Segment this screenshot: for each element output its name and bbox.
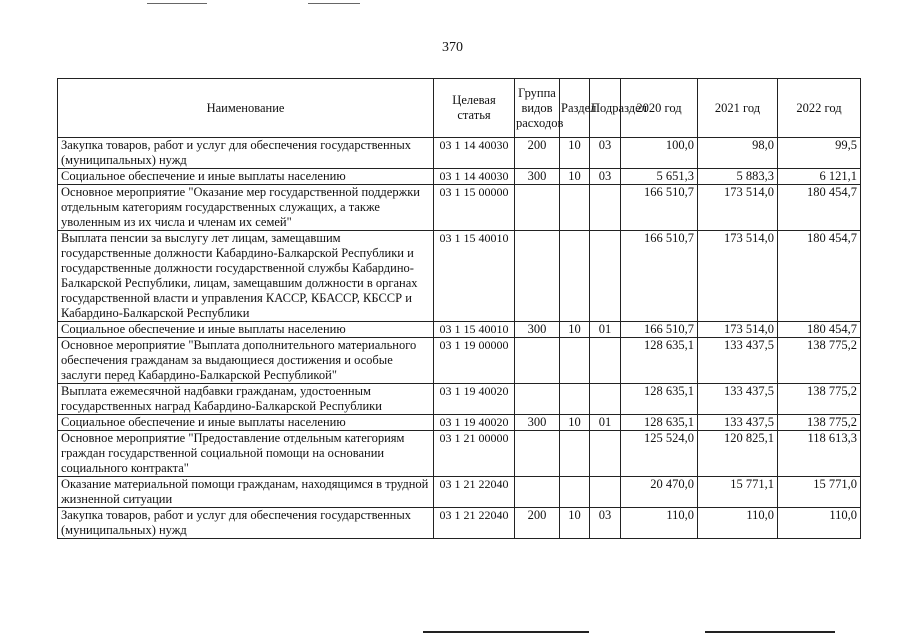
- cell-target: 03 1 15 40010: [434, 322, 515, 338]
- cell-subsection: [590, 231, 621, 322]
- cell-expense-group: [515, 185, 560, 231]
- cell-2022: 138 775,2: [778, 415, 861, 431]
- table-row: [58, 231, 861, 322]
- cell-expense-group: [515, 431, 560, 477]
- cell-2022: 138 775,2: [778, 384, 861, 415]
- cell-2021: 173 514,0: [698, 322, 778, 338]
- cell-expense-group: 200: [515, 138, 560, 169]
- cell-subsection: 01: [590, 322, 621, 338]
- table-row: [58, 322, 861, 338]
- cell-target: 03 1 19 40020: [434, 384, 515, 415]
- table-row: [58, 477, 861, 508]
- cell-name: Социальное обеспечение и иные выплаты населению: [58, 322, 434, 338]
- header-expense-group: Группа видов расходов: [515, 79, 560, 138]
- cell-2022: 6 121,1: [778, 169, 861, 185]
- cell-2022: 15 771,0: [778, 477, 861, 508]
- cell-name: Закупка товаров, работ и услуг для обеспечения государственных (муниципальных) нужд: [58, 138, 434, 169]
- bottom-rule: [423, 631, 589, 633]
- cell-2020: 166 510,7: [621, 231, 698, 322]
- cell-target: 03 1 15 00000: [434, 185, 515, 231]
- cell-target: 03 1 15 40010: [434, 231, 515, 322]
- cell-2020: 110,0: [621, 508, 698, 539]
- table-row: [58, 185, 861, 231]
- cell-2020: 128 635,1: [621, 338, 698, 384]
- cell-subsection: [590, 384, 621, 415]
- cell-name: Основное мероприятие "Предоставление отдельным категориям граждан государственной социальной помощи на основании социального контракта": [58, 431, 434, 477]
- cell-2020: 125 524,0: [621, 431, 698, 477]
- cell-expense-group: [515, 338, 560, 384]
- cell-2021: 133 437,5: [698, 415, 778, 431]
- cell-name: Оказание материальной помощи гражданам, находящимся в трудной жизненной ситуации: [58, 477, 434, 508]
- cell-expense-group: [515, 477, 560, 508]
- cell-section: [560, 338, 590, 384]
- cell-2021: 173 514,0: [698, 185, 778, 231]
- cell-section: 10: [560, 415, 590, 431]
- table-row: [58, 138, 861, 169]
- cell-name: Социальное обеспечение и иные выплаты населению: [58, 169, 434, 185]
- page-number: 370: [442, 40, 463, 55]
- header-2020: 2020 год: [621, 79, 698, 138]
- table-row: [58, 384, 861, 415]
- cell-name: Социальное обеспечение и иные выплаты населению: [58, 415, 434, 431]
- cell-2020: 128 635,1: [621, 415, 698, 431]
- cell-name: Основное мероприятие "Выплата дополнительного материального обеспечения гражданам за выдающиеся достижения и особые заслуги перед Кабардино-Балкарской Республикой": [58, 338, 434, 384]
- cell-target: 03 1 21 00000: [434, 431, 515, 477]
- header-row: [58, 79, 861, 138]
- cell-target: 03 1 14 40030: [434, 169, 515, 185]
- cell-2022: 118 613,3: [778, 431, 861, 477]
- header-section: Раздел: [560, 79, 590, 138]
- table-row: [58, 431, 861, 477]
- header-2022: 2022 год: [778, 79, 861, 138]
- bottom-rule: [705, 631, 835, 633]
- cell-section: 10: [560, 169, 590, 185]
- cell-expense-group: 300: [515, 415, 560, 431]
- cell-2021: 133 437,5: [698, 338, 778, 384]
- cell-2021: 5 883,3: [698, 169, 778, 185]
- cell-2020: 166 510,7: [621, 322, 698, 338]
- cell-section: 10: [560, 322, 590, 338]
- header-2021: 2021 год: [698, 79, 778, 138]
- cell-subsection: [590, 185, 621, 231]
- cell-2022: 110,0: [778, 508, 861, 539]
- cell-target: 03 1 21 22040: [434, 477, 515, 508]
- cell-expense-group: 300: [515, 322, 560, 338]
- cell-subsection: 01: [590, 415, 621, 431]
- cell-expense-group: [515, 231, 560, 322]
- cell-2020: 5 651,3: [621, 169, 698, 185]
- header-subsection: Подраздел: [590, 79, 621, 138]
- table-row: [58, 338, 861, 384]
- cell-subsection: 03: [590, 169, 621, 185]
- cell-section: [560, 231, 590, 322]
- cell-2020: 20 470,0: [621, 477, 698, 508]
- cell-2020: 128 635,1: [621, 384, 698, 415]
- cell-subsection: 03: [590, 138, 621, 169]
- cell-section: [560, 431, 590, 477]
- cell-expense-group: [515, 384, 560, 415]
- cell-subsection: [590, 477, 621, 508]
- table-row: [58, 508, 861, 539]
- table-body: [58, 138, 861, 539]
- table-row: [58, 169, 861, 185]
- cell-target: 03 1 14 40030: [434, 138, 515, 169]
- cell-section: 10: [560, 508, 590, 539]
- top-rule: [308, 3, 360, 4]
- cell-section: [560, 477, 590, 508]
- table-row: [58, 415, 861, 431]
- cell-2022: 180 454,7: [778, 322, 861, 338]
- cell-name: Выплата пенсии за выслугу лет лицам, замещавшим государственные должности Кабардино-Балкарской Республики и государственные должности государственной службы Кабардино-Балкарской Республики, лицам, замещавшим должности в органах государственной власти и управления КАССР, КБАССР, КБССР и Кабардино-Балкарской Республики: [58, 231, 434, 322]
- cell-2022: 180 454,7: [778, 185, 861, 231]
- budget-table: [57, 78, 861, 539]
- cell-2021: 173 514,0: [698, 231, 778, 322]
- cell-section: [560, 384, 590, 415]
- cell-target: 03 1 21 22040: [434, 508, 515, 539]
- cell-subsection: [590, 431, 621, 477]
- cell-name: Основное мероприятие "Оказание мер государственной поддержки отдельным категориям государственных служащих, а также уволенным из их числа и членам их семей": [58, 185, 434, 231]
- cell-subsection: 03: [590, 508, 621, 539]
- cell-2021: 98,0: [698, 138, 778, 169]
- cell-2021: 15 771,1: [698, 477, 778, 508]
- cell-2020: 100,0: [621, 138, 698, 169]
- top-rule: [147, 3, 207, 4]
- cell-2021: 133 437,5: [698, 384, 778, 415]
- cell-target: 03 1 19 00000: [434, 338, 515, 384]
- cell-name: Выплата ежемесячной надбавки гражданам, удостоенным государственных наград Кабардино-Балкарской Республики: [58, 384, 434, 415]
- cell-subsection: [590, 338, 621, 384]
- header-name: Наименование: [58, 79, 434, 138]
- cell-section: 10: [560, 138, 590, 169]
- cell-name: Закупка товаров, работ и услуг для обеспечения государственных (муниципальных) нужд: [58, 508, 434, 539]
- cell-expense-group: 200: [515, 508, 560, 539]
- cell-expense-group: 300: [515, 169, 560, 185]
- cell-2021: 110,0: [698, 508, 778, 539]
- cell-section: [560, 185, 590, 231]
- cell-2022: 138 775,2: [778, 338, 861, 384]
- cell-target: 03 1 19 40020: [434, 415, 515, 431]
- cell-2022: 99,5: [778, 138, 861, 169]
- header-target: Целевая статья: [434, 79, 515, 138]
- cell-2022: 180 454,7: [778, 231, 861, 322]
- cell-2021: 120 825,1: [698, 431, 778, 477]
- cell-2020: 166 510,7: [621, 185, 698, 231]
